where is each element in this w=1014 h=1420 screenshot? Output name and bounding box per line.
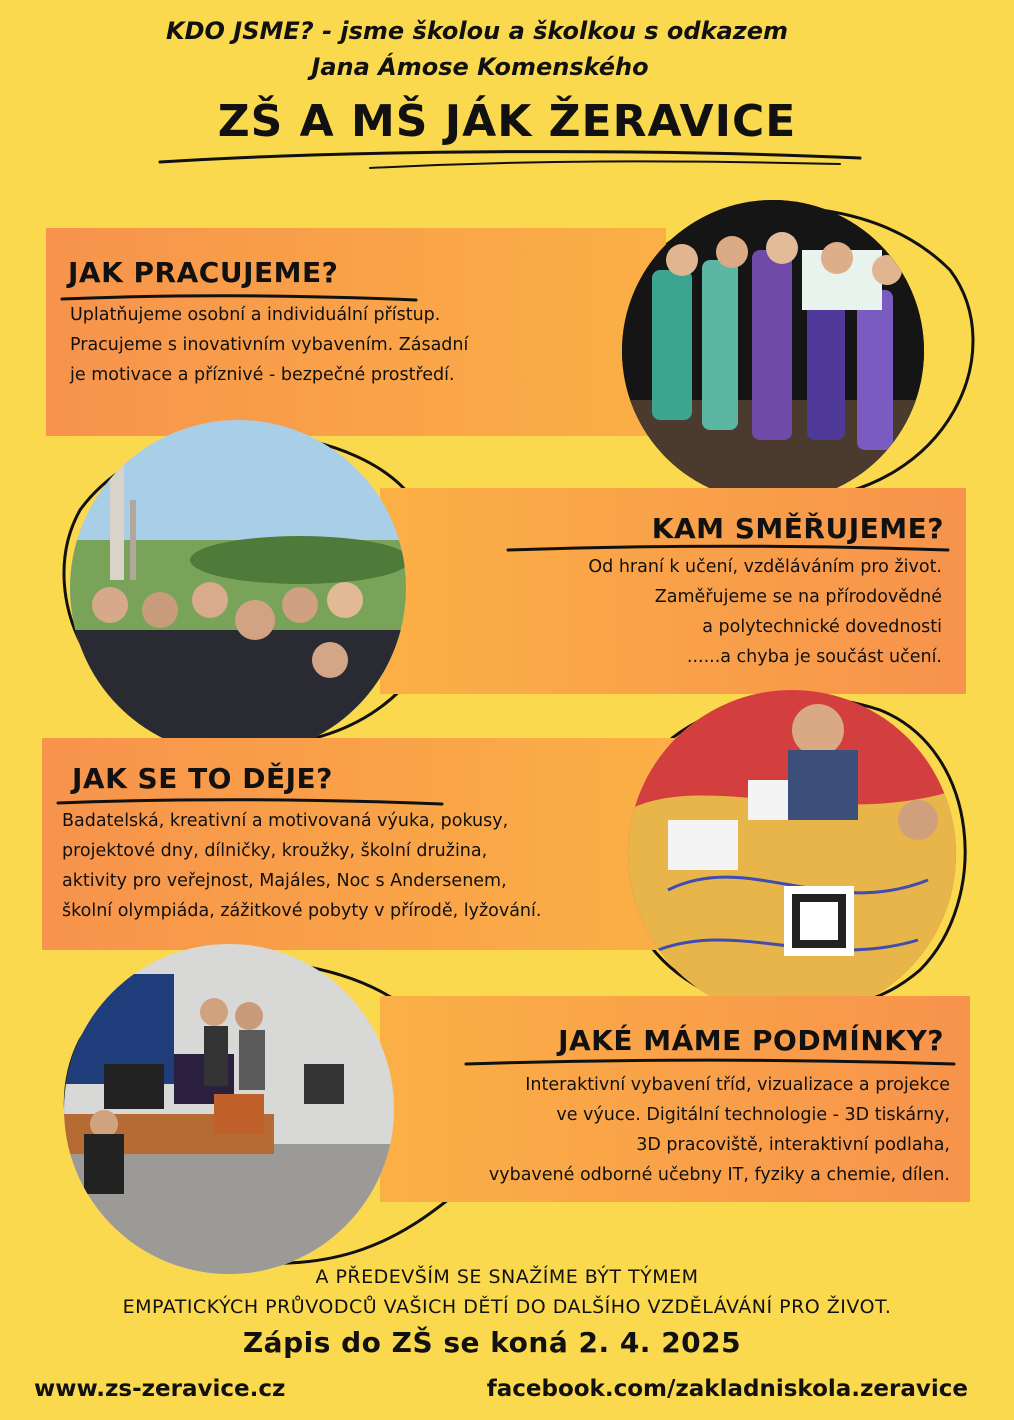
intro-line-1: KDO JSME? - jsme školou a školkou s odkazem [166,17,788,45]
text-line: Interaktivní vybavení tříd, vizualizace a projekce [525,1075,950,1095]
section-jake-mame-podminky [380,996,970,1202]
text-line: je motivace a příznivé - bezpečné prostředí. [70,365,455,385]
text-line: a polytechnické dovednosti [702,617,942,637]
text-line: projektové dny, dílničky, kroužky, školní družina, [62,841,488,861]
section-heading: JAK SE TO DĚJE? [72,762,333,795]
title-underline-decoration [150,140,870,180]
text-line: Od hraní k učení, vzděláváním pro život. [588,557,942,577]
section-heading: JAK PRACUJEME? [68,256,339,289]
text-line: Uplatňujeme osobní a individuální přístup. [70,305,441,325]
students-outdoor-trip-photo [70,420,406,756]
text-line: aktivity pro veřejnost, Majáles, Noc s Andersenem, [62,871,507,891]
computer-lab-3d-printers-photo [64,944,394,1274]
section-text [588,552,942,672]
text-line: Pracujeme s inovativním vybavením. Zásadní [70,335,469,355]
closing-statement-line-1: A PŘEDEVŠÍM SE SNAŽÍME BÝT TÝMEM [315,1266,699,1288]
text-line: ......a chyba je součást učení. [686,647,942,667]
section-text [62,806,541,926]
closing-statement-line-2: EMPATICKÝCH PRŮVODCŮ VAŠICH DĚTÍ DO DALŠÍHO VZDĚLÁVÁNÍ PRO ŽIVOT. [122,1296,892,1318]
children-with-giant-pencils-photo [622,200,924,502]
text-line: Badatelská, kreativní a motivovaná výuka, pokusy, [62,811,509,831]
text-line: ve výuce. Digitální technologie - 3D tiskárny, [556,1105,950,1125]
section-jak-se-to-deje [42,738,682,950]
section-heading: KAM SMĚŘUJEME? [651,512,944,545]
section-kam-smerujeme [380,488,966,694]
text-line: školní olympiáda, zážitkové pobyty v přírodě, lyžování. [62,901,542,921]
children-reading-on-map-floor-photo [628,690,956,1018]
intro-line-2: Jana Ámose Komenského [311,53,649,81]
heading-underline [464,1056,958,1070]
facebook-link[interactable]: facebook.com/zakladniskola.zeravice [486,1376,968,1402]
section-text [70,300,468,390]
section-text [489,1070,950,1190]
page-title: ZŠ A MŠ JÁK ŽERAVICE [217,96,797,147]
text-line: vybavené odborné učebny IT, fyziky a chemie, dílen. [488,1165,950,1185]
text-line: Zaměřujeme se na přírodovědné [654,587,942,607]
website-link[interactable]: www.zs-zeravice.cz [34,1376,286,1402]
enrollment-date: Zápis do ZŠ se koná 2. 4. 2025 [242,1326,742,1359]
section-jak-pracujeme [46,228,666,436]
section-heading: JAKÉ MÁME PODMÍNKY? [558,1024,944,1057]
text-line: 3D pracoviště, interaktivní podlaha, [636,1135,950,1155]
